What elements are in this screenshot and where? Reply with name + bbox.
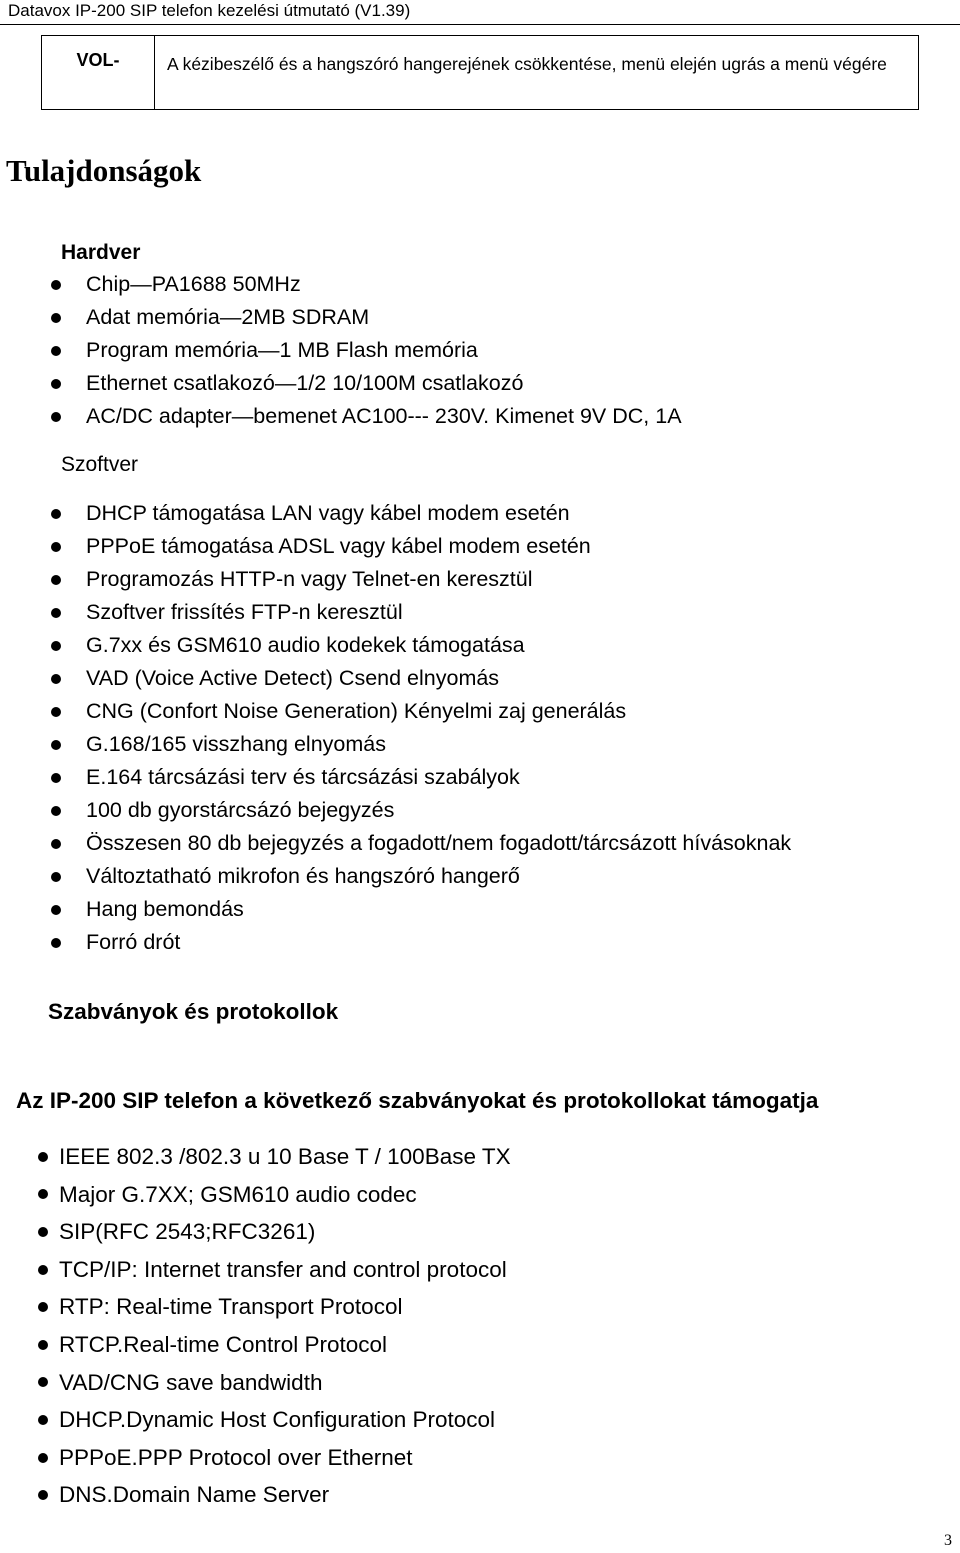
list-item — [0, 1439, 511, 1477]
list-item — [0, 695, 791, 728]
hardware-heading: Hardver — [61, 241, 141, 264]
list-item — [0, 761, 791, 794]
bullet-icon — [38, 1340, 48, 1350]
list-item — [0, 893, 791, 926]
bullet-icon — [51, 740, 61, 750]
standards-intro: Az IP-200 SIP telefon a következő szabványokat és protokollokat támogatja — [16, 1088, 819, 1113]
list-item — [0, 662, 791, 695]
list-item — [0, 334, 682, 367]
bullet-icon — [38, 1265, 48, 1275]
list-item-text: RTP: Real-time Transport Protocol — [59, 1294, 403, 1320]
page-title: Tulajdonságok — [6, 153, 202, 188]
list-item-text: Összesen 80 db bejegyzés a fogadott/nem fogadott/tárcsázott hívásoknak — [86, 831, 792, 855]
bullet-icon — [38, 1227, 48, 1237]
list-item-text: PPPoE.PPP Protocol over Ethernet — [59, 1444, 413, 1470]
bullet-icon — [38, 1152, 48, 1162]
list-item — [0, 367, 682, 400]
list-item — [0, 1138, 511, 1176]
list-item-text: AC/DC adapter—bemenet AC100--- 230V. Kimenet 9V DC, 1A — [86, 404, 682, 428]
bullet-icon — [51, 346, 61, 356]
list-item-text: VAD (Voice Active Detect) Csend elnyomás — [86, 666, 500, 690]
list-item-text: Változtatható mikrofon és hangszóró hangerő — [86, 864, 520, 888]
list-item-text: IEEE 802.3 /802.3 u 10 Base T / 100Base TX — [59, 1144, 511, 1169]
bullet-icon — [38, 1453, 48, 1463]
list-item-text: Program memória—1 MB Flash memória — [86, 338, 478, 362]
list-item — [0, 728, 791, 761]
list-item-text: VAD/CNG save bandwidth — [59, 1369, 323, 1395]
list-item — [0, 1288, 511, 1326]
hardware-list — [0, 268, 682, 433]
list-item — [0, 926, 791, 959]
list-item — [0, 827, 791, 860]
header-text: Datavox IP-200 SIP telefon kezelési útmutató (V1.39) — [8, 1, 411, 20]
list-item — [0, 1213, 511, 1251]
bullet-icon — [51, 839, 61, 849]
list-item-text: DHCP támogatása LAN vagy kábel modem esetén — [86, 501, 570, 525]
list-item-text: Forró drót — [86, 930, 181, 954]
bullet-icon — [51, 872, 61, 882]
list-item — [0, 1326, 511, 1364]
bullet-icon — [51, 412, 61, 422]
list-item — [0, 563, 791, 596]
list-item-text: Major G.7XX; GSM610 audio codec — [59, 1181, 417, 1207]
list-item — [0, 497, 791, 530]
bullet-icon — [51, 674, 61, 684]
bullet-icon — [38, 1415, 48, 1425]
standards-list — [0, 1138, 511, 1514]
list-item-text: RTCP.Real-time Control Protocol — [59, 1331, 388, 1357]
list-item — [0, 1176, 511, 1214]
software-list — [0, 497, 791, 959]
list-item-text: DNS.Domain Name Server — [59, 1482, 330, 1508]
list-item — [0, 1251, 511, 1289]
bullet-icon — [51, 280, 61, 290]
bullet-icon — [51, 379, 61, 389]
list-item-text: Hang bemondás — [86, 897, 244, 921]
list-item-text: PPPoE támogatása ADSL vagy kábel modem esetén — [86, 534, 591, 558]
list-item — [0, 860, 791, 893]
bullet-icon — [51, 707, 61, 717]
list-item-text: CNG (Confort Noise Generation) Kényelmi zaj generálás — [86, 699, 627, 723]
vol-key-table — [41, 35, 919, 110]
bullet-icon — [51, 608, 61, 618]
page-header — [0, 0, 960, 25]
list-item — [0, 1364, 511, 1402]
list-item — [0, 794, 791, 827]
bullet-icon — [38, 1302, 48, 1312]
list-item-text: Szoftver frissítés FTP-n keresztül — [86, 600, 403, 624]
bullet-icon — [51, 773, 61, 783]
list-item-text: E.164 tárcsázási terv és tárcsázási szabályok — [86, 765, 520, 789]
list-item — [0, 596, 791, 629]
bullet-icon — [51, 905, 61, 915]
bullet-icon — [51, 641, 61, 651]
software-heading: Szoftver — [61, 453, 139, 476]
bullet-icon — [38, 1490, 48, 1500]
list-item — [0, 530, 791, 563]
bullet-icon — [51, 938, 61, 948]
list-item-text: Adat memória—2MB SDRAM — [86, 305, 370, 329]
standards-heading: Szabványok és protokollok — [48, 999, 339, 1024]
bullet-icon — [51, 509, 61, 519]
list-item — [0, 301, 682, 334]
list-item-text: Programozás HTTP-n vagy Telnet-en keresztül — [86, 567, 533, 591]
list-item-text: G.168/165 visszhang elnyomás — [86, 732, 386, 756]
bullet-icon — [51, 806, 61, 816]
list-item — [0, 268, 682, 301]
bullet-icon — [38, 1377, 48, 1387]
list-item — [0, 1476, 511, 1514]
list-item — [0, 1401, 511, 1439]
bullet-icon — [51, 575, 61, 585]
bullet-icon — [51, 542, 61, 552]
vol-key-description: A kézibeszélő és a hangszóró hangerejének csökkentése, menü elején ugrás a menü végére — [167, 54, 887, 74]
list-item-text: G.7xx és GSM610 audio kodekek támogatása — [86, 633, 525, 657]
bullet-icon — [51, 313, 61, 323]
list-item — [0, 629, 791, 662]
list-item-text: 100 db gyorstárcsázó bejegyzés — [86, 798, 395, 822]
list-item-text: Ethernet csatlakozó—1/2 10/100M csatlakozó — [86, 371, 524, 395]
page-number: 3 — [944, 1532, 952, 1549]
list-item-text: DHCP.Dynamic Host Configuration Protocol — [59, 1407, 496, 1433]
list-item-text: TCP/IP: Internet transfer and control protocol — [59, 1256, 507, 1282]
vol-key-label: VOL- — [42, 36, 155, 109]
bullet-icon — [38, 1189, 48, 1199]
list-item-text: Chip—PA1688 50MHz — [86, 272, 301, 296]
list-item — [0, 400, 682, 433]
list-item-text: SIP(RFC 2543;RFC3261) — [59, 1219, 316, 1245]
